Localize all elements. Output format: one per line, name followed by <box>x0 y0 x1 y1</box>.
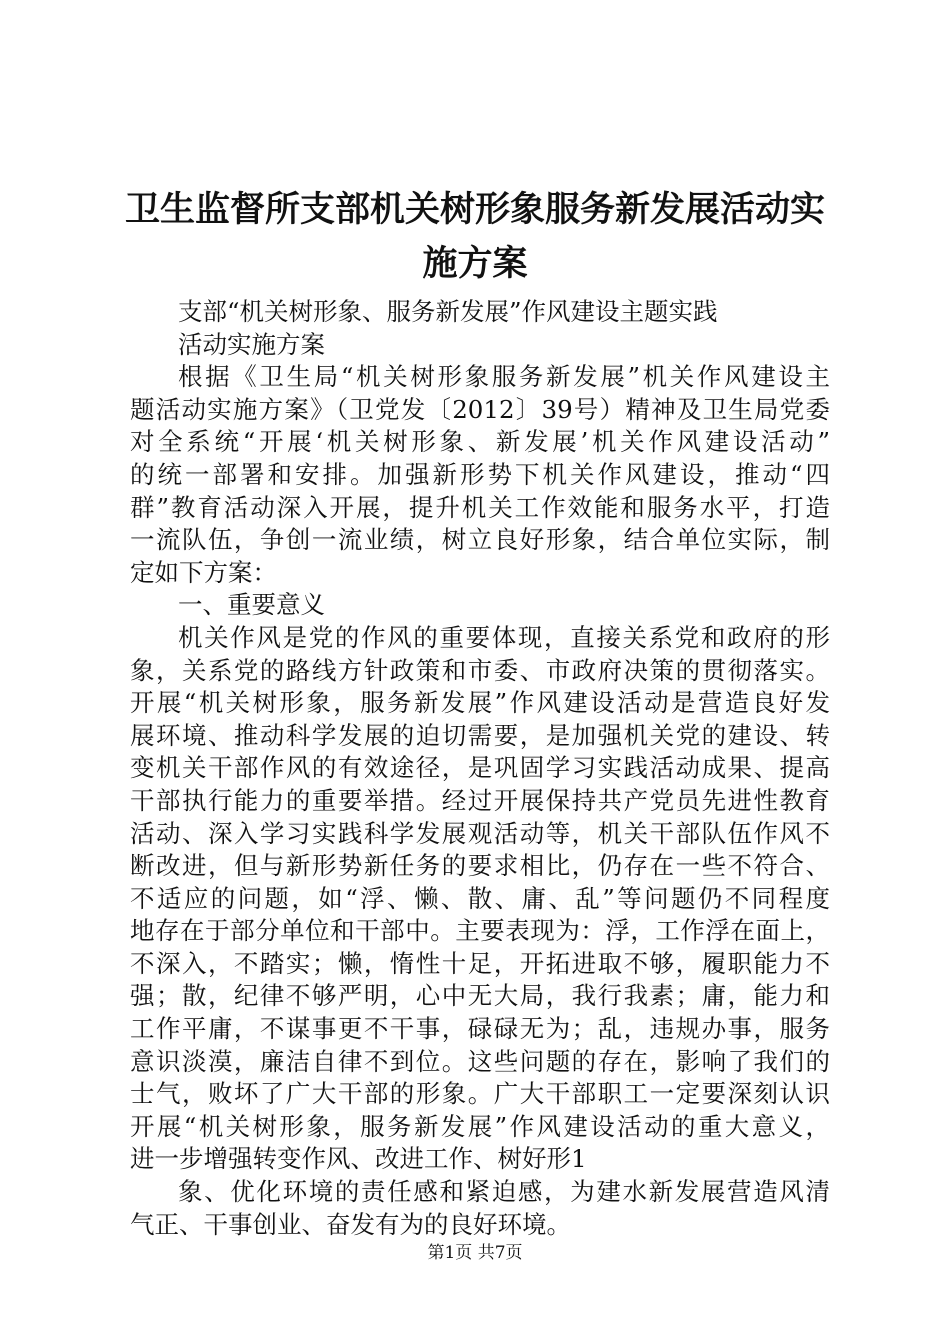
body-line: 工作平庸，不谋事更不干事，碌碌无为；乱，违规办事，服务 <box>130 1014 830 1044</box>
body-line: 士气，败坏了广大干部的形象。广大干部职工一定要深刻认识 <box>130 1079 830 1109</box>
body-line: 地存在于部分单位和干部中。主要表现为：浮，工作浮在面上， <box>130 916 830 946</box>
body-line: 象、优化环境的责任感和紧迫感，为建水新发展营造风清 <box>178 1177 830 1207</box>
body-line: 气正、干事创业、奋发有为的良好环境。 <box>130 1209 571 1239</box>
body-line: 定如下方案： <box>130 557 277 587</box>
body-line: 干部执行能力的重要举措。经过开展保持共产党员先进性教育 <box>130 785 830 815</box>
body-line: 的统一部署和安排。加强新形势下机关作风建设，推动“四 <box>130 459 830 489</box>
body-line: 意识淡漠，廉洁自律不到位。这些问题的存在，影响了我们的 <box>130 1046 830 1076</box>
body-line: 不适应的问题，如“浮、懒、散、庸、乱”等问题仍不同程度 <box>130 883 830 913</box>
body-line: 一流队伍，争创一流业绩，树立良好形象，结合单位实际，制 <box>130 525 830 555</box>
subtitle-line: 支部“机关树形象、服务新发展”作风建设主题实践 <box>178 297 718 326</box>
body-line: 进一步增强转变作风、改进工作、树好形1 <box>130 1144 587 1174</box>
page-number-footer: 第1页 共7页 <box>427 1243 523 1263</box>
body-line: 断改进，但与新形势新任务的要求相比，仍存在一些不符合、 <box>130 851 830 881</box>
subtitle-line: 活动实施方案 <box>178 329 325 359</box>
document-body <box>130 296 830 1241</box>
section-heading: 一、重要意义 <box>178 590 325 620</box>
document-title-line-1: 卫生监督所支部机关树形象服务新发展活动实 <box>124 190 825 230</box>
body-line: 开展“机关树形象，服务新发展”作风建设活动是营造良好发 <box>130 688 830 718</box>
body-line: 展环境、推动科学发展的迫切需要，是加强机关党的建设、转 <box>130 720 830 750</box>
body-line: 题活动实施方案》（卫党发〔2012〕39号）精神及卫生局党委 <box>130 394 830 424</box>
document-title-line-2: 施方案 <box>422 244 528 284</box>
body-line: 机关作风是党的作风的重要体现，直接关系党和政府的形 <box>178 622 830 652</box>
body-line: 活动、深入学习实践科学发展观活动等，机关干部队伍作风不 <box>130 818 830 848</box>
body-line: 象，关系党的路线方针政策和市委、市政府决策的贯彻落实。 <box>130 655 830 685</box>
body-line: 不深入，不踏实；懒，惰性十足，开拓进取不够，履职能力不 <box>130 948 830 978</box>
body-line: 变机关干部作风的有效途径，是巩固学习实践活动成果、提高 <box>130 753 830 783</box>
body-line: 根据《卫生局“机关树形象服务新发展”机关作风建设主 <box>178 362 830 392</box>
body-line: 群”教育活动深入开展，提升机关工作效能和服务水平，打造 <box>130 492 830 522</box>
body-line: 对全系统“开展‘机关树形象、新发展’机关作风建设活动” <box>130 427 830 457</box>
body-line: 开展“机关树形象，服务新发展”作风建设活动的重大意义， <box>130 1111 830 1141</box>
body-line: 强；散，纪律不够严明，心中无大局，我行我素；庸，能力和 <box>130 981 830 1011</box>
